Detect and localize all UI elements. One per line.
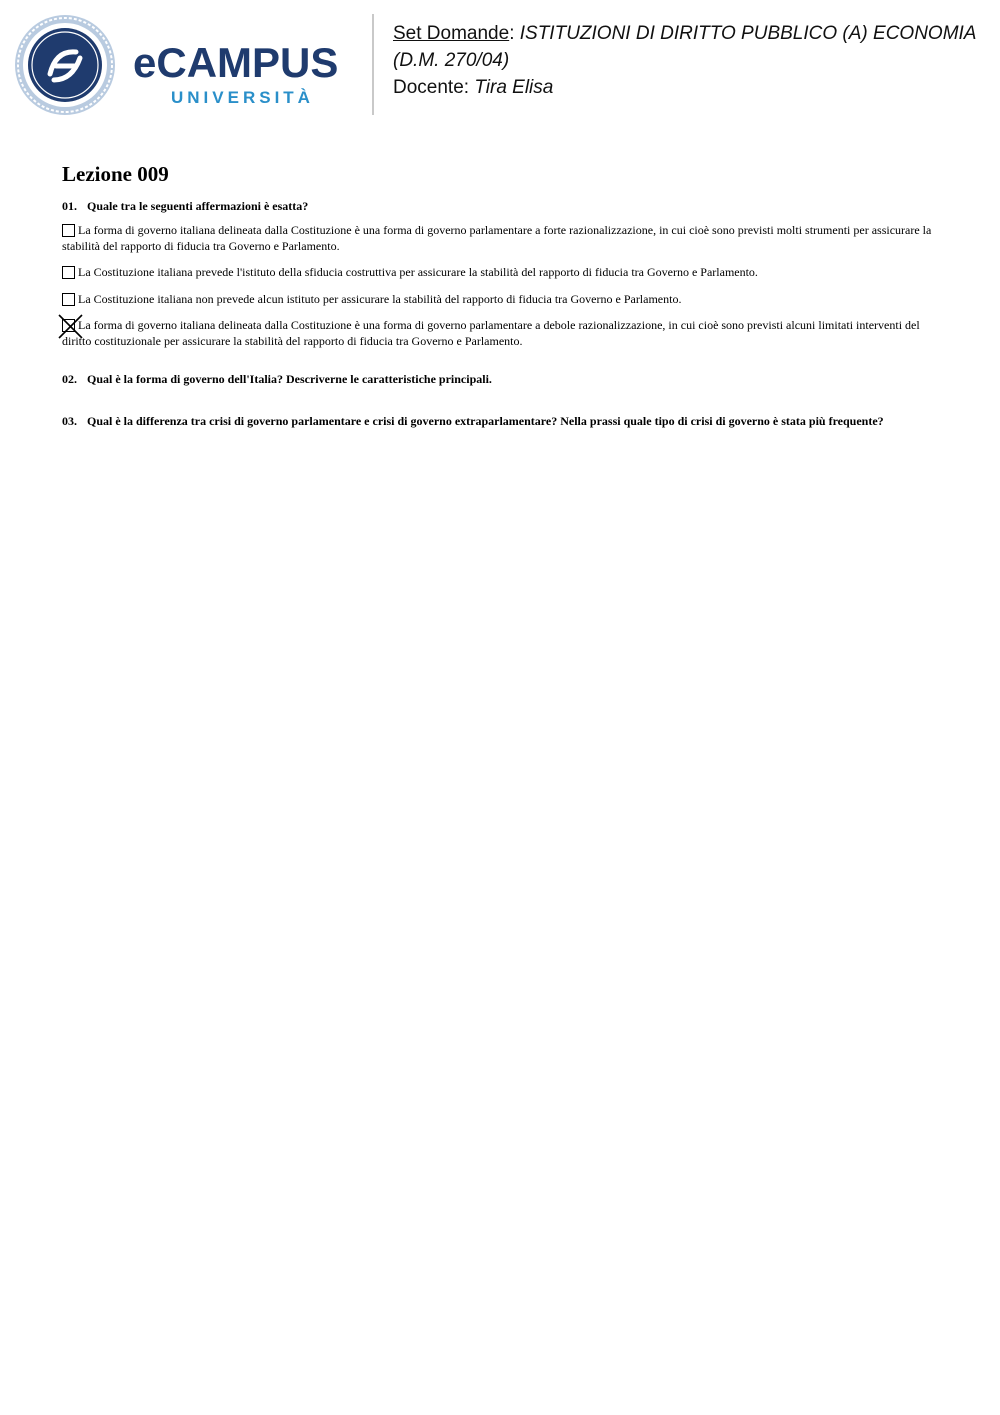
question-block	[62, 371, 942, 387]
teacher-line	[393, 74, 983, 101]
checkbox-icon[interactable]	[62, 224, 75, 237]
set-line	[393, 20, 983, 74]
question-label: Qual è la differenza tra crisi di governo parlamentare e crisi di governo extraparlamentare? Nella prassi quale tipo di crisi di governo è stata più frequente?	[87, 414, 884, 428]
question-number: 01.	[62, 199, 77, 213]
lesson-title: Lezione 009	[62, 162, 169, 186]
answer-text: La forma di governo italiana delineata dalla Costituzione è una forma di governo parlamentare a forte razionalizzazione, in cui cioè sono previsti molti strumenti per assicurare la stabilità del rapporto di fiducia tra Governo e Parlamento.	[62, 223, 932, 253]
answer-text: La Costituzione italiana prevede l'istituto della sfiducia costruttiva per assicurare la stabilità del rapporto di fiducia tra Governo e Parlamento.	[78, 265, 758, 279]
question-text	[62, 413, 942, 429]
answer-options	[62, 223, 942, 349]
question-text	[62, 198, 942, 214]
answer-option	[62, 292, 942, 308]
question-block	[62, 413, 942, 429]
set-label: Set Domande	[393, 23, 510, 44]
question-label: Quale tra le seguenti affermazioni è esatta?	[87, 199, 309, 213]
cross-mark-icon	[58, 314, 83, 339]
set-value: ISTITUZIONI DI DIRITTO PUBBLICO (A) ECONOMIA (D.M. 270/04)	[393, 23, 976, 71]
ecampus-wordmark	[133, 40, 358, 112]
course-info	[393, 20, 983, 101]
checkbox-icon[interactable]	[62, 266, 75, 279]
checkbox-icon[interactable]	[62, 319, 75, 332]
answer-option	[62, 265, 942, 281]
question-block	[62, 198, 942, 349]
lesson-content	[62, 160, 942, 429]
answer-text: La Costituzione italiana non prevede alcun istituto per assicurare la stabilità del rapporto di fiducia tra Governo e Parlamento.	[78, 291, 682, 306]
answer-text: La forma di governo italiana delineata dalla Costituzione è una forma di governo parlamentare a debole razionalizzazione, in cui cioè sono previsti alcuni limitati interventi del diritto costituzionale per assicurare la stabilità del rapporto di fiducia tra Governo e Parlamento.	[62, 318, 920, 348]
question-text	[62, 371, 942, 387]
brand-subtitle: UNIVERSITÀ	[171, 88, 314, 107]
teacher-label: Docente:	[393, 77, 470, 98]
header-divider	[372, 14, 374, 115]
answer-option-selected	[62, 318, 942, 349]
checkbox-icon[interactable]	[62, 293, 75, 306]
page-header	[0, 0, 1000, 130]
question-number: 02.	[62, 372, 77, 386]
ecampus-seal-icon	[14, 14, 116, 116]
set-separator: :	[509, 23, 515, 44]
question-label: Qual è la forma di governo dell'Italia? Descriverne le caratteristiche principali.	[87, 372, 492, 386]
question-number: 03.	[62, 414, 77, 428]
answer-option	[62, 223, 942, 254]
brand-name: eCAMPUS	[133, 39, 339, 86]
teacher-value: Tira Elisa	[474, 77, 554, 98]
